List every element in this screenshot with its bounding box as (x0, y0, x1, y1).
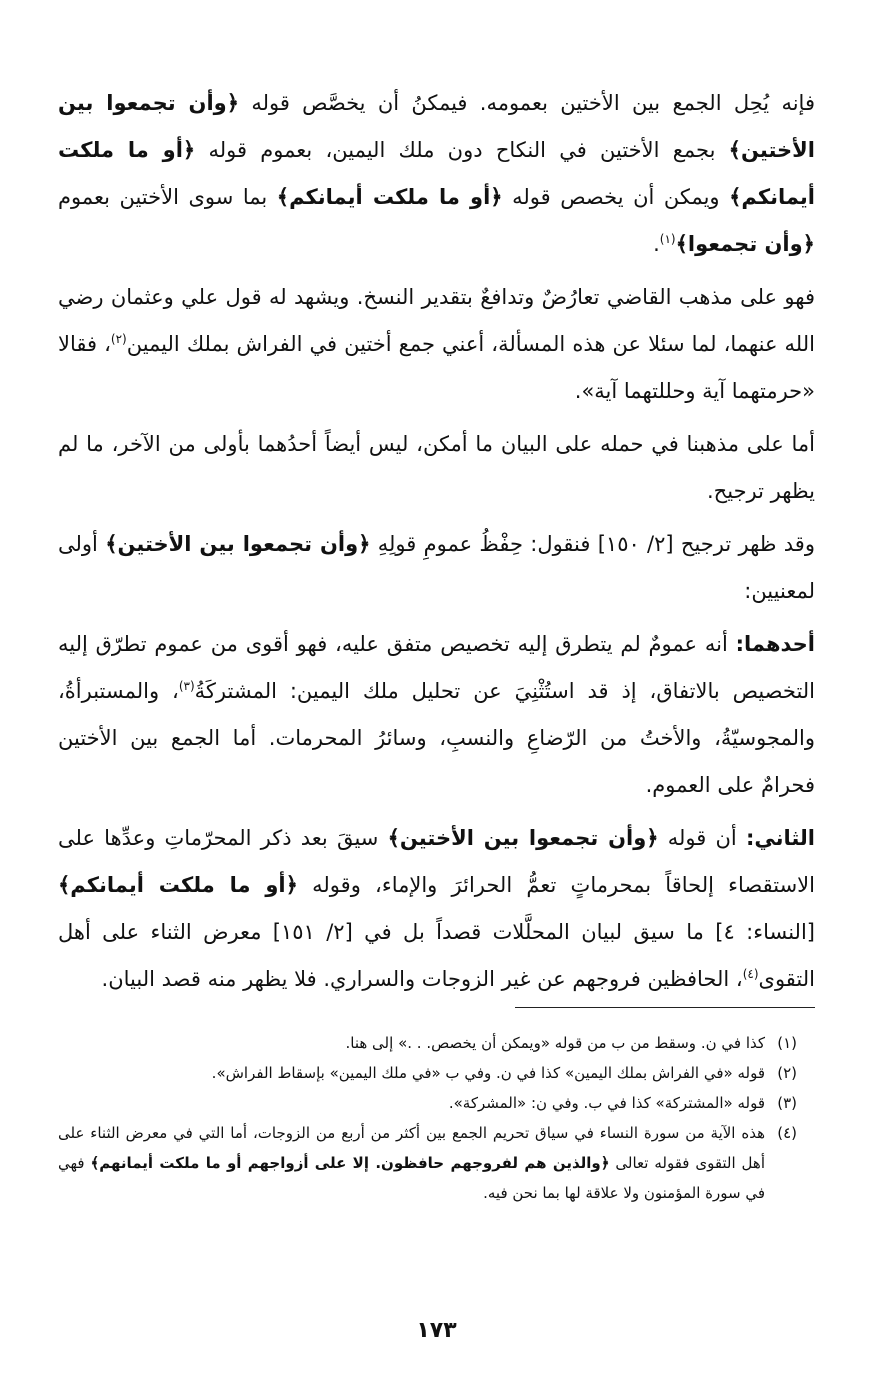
footnote (58, 1118, 815, 1208)
text-segment: أن قوله (658, 826, 746, 850)
text-segment: وقد ظهر ترجيح [٢/ ١٥٠] فنقول: حِفْظُ عمومِ قولِهِ (370, 532, 815, 556)
footnote-text (58, 1118, 765, 1208)
quoted-text: ﴿وأن تجمعوا بين الأختين﴾ (58, 91, 815, 162)
text-segment: أنه عمومٌ لم يتطرق إليه تخصيص متفق عليه، فهو أقوى من عموم تطرّق إليه التخصيص بالاتفاق، إذ قد استُثْنِيَ عن تحليل ملك اليمين: المشتركَةُ (58, 632, 816, 703)
text-segment: قوله «المشتركة» كذا في ب. وفي ن: «المشركة». (448, 1094, 765, 1112)
paragraph (58, 815, 815, 1003)
page-number: ١٧٣ (416, 1318, 457, 1343)
footnote-reference: (٤) (742, 967, 759, 981)
text-segment: أما على مذهبنا في حمله على البيان ما أمكن، ليس أيضاً أحدُهما بأولى من الآخر، ما لم يظهر ترجيح. (58, 432, 815, 503)
text-segment: فهو على مذهب القاضي تعارُضٌ وتدافعٌ بتقدير النسخ. ويشهد له قول علي وعثمان رضي الله عنهما، لما سئلا عن هذه المسألة، أعني جمع أختين في الفراش بملك اليمين (58, 285, 815, 356)
footnote-number: (٤) (777, 1124, 797, 1142)
text-segment: ويمكن أن يخصص قوله (502, 185, 730, 209)
footnote-number: (٣) (777, 1094, 797, 1112)
quoted-text: ﴿وأن تجمعوا بين الأختين﴾ (387, 826, 659, 850)
text-segment: فإنه يُحِل الجمع بين الأختين بعمومه. فيمكنُ أن يخصَّص قوله (239, 91, 815, 115)
paragraph (58, 621, 815, 809)
footnotes (58, 1028, 815, 1208)
quoted-text: ﴿والذين هم لفروجهم حافظون. إلا على أزواجهم أو ما ملكت أيمانهم﴾ (90, 1154, 610, 1172)
text-segment: بجمع الأختين في النكاح دون ملك اليمين، بعموم قوله (195, 138, 729, 162)
footnote (58, 1028, 815, 1058)
text-segment: أولى لمعنيين: (58, 532, 815, 603)
footnote-separator (515, 1007, 815, 1008)
quoted-text: ﴿أو ما ملكت أيمانكم﴾ (58, 873, 298, 897)
quoted-text: الثاني: (745, 826, 816, 850)
paragraph (58, 274, 815, 415)
footnote-reference: (١) (659, 232, 676, 246)
text-segment: [النساء: ٤] ما سيق لبيان المحلَّلات قصداً بل في [٢/ ١٥١] معرض الثناء على أهل التقوى (58, 920, 815, 991)
text-segment: ، والمستبرأةُ، والمجوسيّةُ، والأختُ من الرّضاعِ والنسبِ، وسائرُ المحرمات. أما الجمع بين الأختين فحرامٌ على العموم. (58, 679, 815, 797)
footnote-text (58, 1088, 765, 1118)
paragraph (58, 80, 815, 268)
footnote-number: (٢) (777, 1064, 797, 1082)
footnote-text (58, 1028, 765, 1058)
footnote-number: (١) (777, 1034, 797, 1052)
paragraph (58, 521, 815, 615)
footnote-reference: (٢) (110, 332, 127, 346)
text-segment: كذا في ن. وسقط من ب من قوله «ويمكن أن يخصص. . .» إلى هنا. (345, 1034, 765, 1052)
text-segment: قوله «في الفراش بملك اليمين» كذا في ن. وفي ب «في ملك اليمين» بإسقاط الفراش». (211, 1064, 765, 1082)
text-segment: بما سوى الأختين بعموم (58, 185, 277, 209)
text-segment: هذه الآية من سورة النساء في سياق تحريم الجمع بين أكثر من أربع من الزوجات، أما التي في معرض الثناء على أهل التقوى فقوله تعالى (58, 1124, 765, 1172)
quoted-text: ﴿وأن تجمعوا بين الأختين﴾ (105, 532, 371, 556)
quoted-text: ﴿وأن تجمعوا﴾ (675, 232, 815, 256)
quoted-text: ﴿أو ما ملكت أيمانكم﴾ (58, 138, 815, 209)
text-segment: فهي في سورة المؤمنون ولا علاقة لها بما نحن فيه. (58, 1154, 765, 1202)
text-segment: . (653, 232, 660, 256)
text-segment: ، فقالا «حرمتهما آية وحللتهما آية». (58, 332, 815, 403)
footnote-text (58, 1058, 765, 1088)
footnote (58, 1088, 815, 1118)
footnote (58, 1058, 815, 1088)
paragraph (58, 421, 815, 515)
main-text (58, 80, 815, 1009)
footnote-reference: (٣) (178, 679, 195, 693)
text-segment: ، الحافظين فروجهم عن غير الزوجات والسراري. فلا يظهر منه قصد البيان. (101, 967, 743, 991)
quoted-text: ﴿أو ما ملكت أيمانكم﴾ (276, 185, 503, 209)
quoted-text: أحدهما: (735, 632, 815, 656)
text-segment: سيقَ بعد ذكر المحرّماتِ وعدِّها على الاستقصاء إلحاقاً بمحرماتٍ تعمُّ الحرائرَ والإماء، وقوله (58, 826, 815, 897)
